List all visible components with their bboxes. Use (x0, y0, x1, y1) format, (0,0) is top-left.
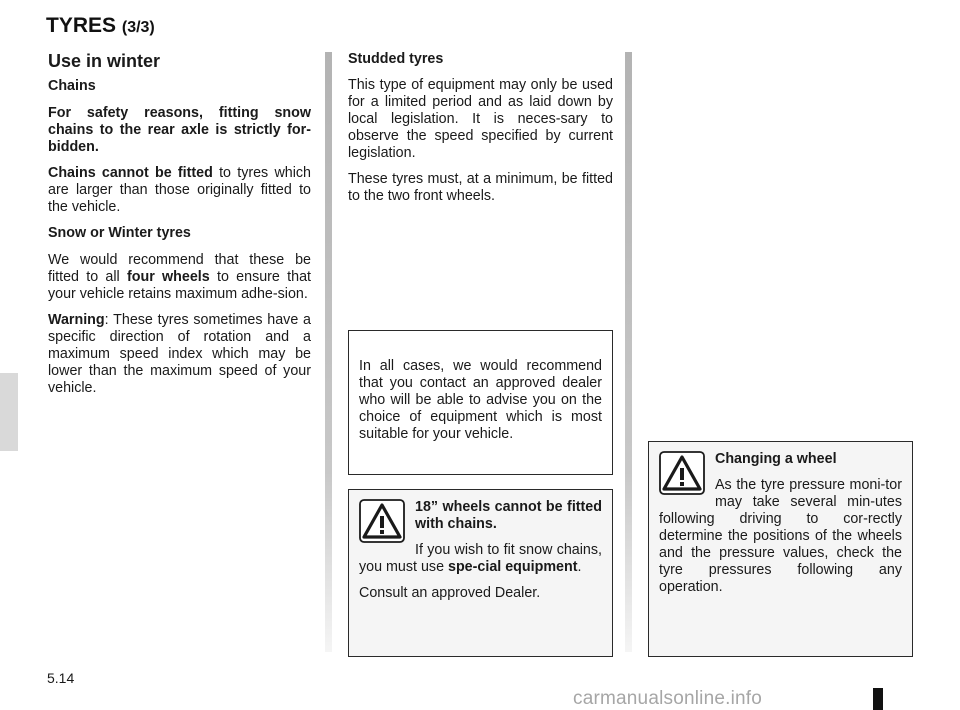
dealer-info-box (348, 330, 613, 475)
snow-text-bold: four wheels (127, 269, 210, 285)
chains-safety-text: For safety reasons, fitting snow chains to the rear axle is strictly for-bidden. (48, 105, 311, 155)
title-part: (3/3) (121, 19, 155, 36)
chains-warning-pre: If you wish to fit snow chains, you must use (359, 542, 602, 575)
studded-column (348, 51, 613, 214)
studded-para-2: These tyres must, at a minimum, be fitted to the two front wheels. (348, 171, 613, 204)
chains-warning-box (348, 489, 613, 657)
chains-warning-bold: spe-cial equipment (448, 559, 578, 575)
chains-fitted-bold: Chains cannot be fitted (48, 165, 213, 181)
wheel-change-heading: Changing a wheel (715, 451, 837, 467)
title-text: TYRES (46, 14, 117, 37)
chains-fitted-rest: to tyres which are larger than those originally fitted to the vehicle. (48, 165, 311, 215)
studded-para-1: This type of equipment may only be used for a limited period and as laid down by local legislation. It is neces-sary to observe the speed specified by current legislation. (348, 77, 613, 161)
warning-triangle-icon (359, 499, 405, 543)
wheel-change-text: As the tyre pressure moni-tor may take several min-utes following driving to cor-rectly determine the positions of the wheels and the pressure values, check the tyre pressures following any operation. (659, 477, 902, 595)
chains-warning-dealer: Consult an approved Dealer. (359, 585, 541, 601)
snow-text (48, 252, 311, 303)
section-heading: Use in winter (48, 51, 161, 71)
watermark: carmanualsonline.info (573, 688, 763, 709)
chapter-side-tab (0, 373, 18, 451)
wheel-change-warning-box (648, 441, 913, 657)
page-number: 5.14 (47, 670, 75, 686)
chains-warning-text (359, 542, 602, 576)
page-title (46, 13, 155, 41)
warning-label: Warning (48, 312, 105, 328)
warning-triangle-icon (659, 451, 705, 495)
corner-mark (873, 688, 883, 710)
dealer-info-text: In all cases, we would recommend that you contact an approved dealer who will be able to advise you on the choice of equipment which is most suitable for your vehicle. (359, 358, 602, 442)
snow-text-pre: We would recommend that these be fitted to all (48, 252, 311, 285)
chains-heading: Chains (48, 78, 96, 94)
snow-heading: Snow or Winter tyres (48, 225, 191, 241)
column-divider-right (625, 52, 632, 652)
chains-fitted-text (48, 165, 311, 216)
studded-heading: Studded tyres (348, 51, 444, 67)
column-divider-left (325, 52, 332, 652)
chains-warning-heading: 18” wheels cannot be fitted with chains. (415, 499, 602, 532)
winter-column (48, 78, 311, 406)
snow-text-post: to ensure that your vehicle retains maximum adhe-sion. (48, 269, 311, 302)
warning-text (48, 312, 311, 397)
warning-body: : These tyres sometimes have a specific direction of rotation and a maximum speed index which may be lower than the maximum speed of your vehicle. (48, 312, 311, 396)
chains-warning-post: . (577, 559, 582, 575)
